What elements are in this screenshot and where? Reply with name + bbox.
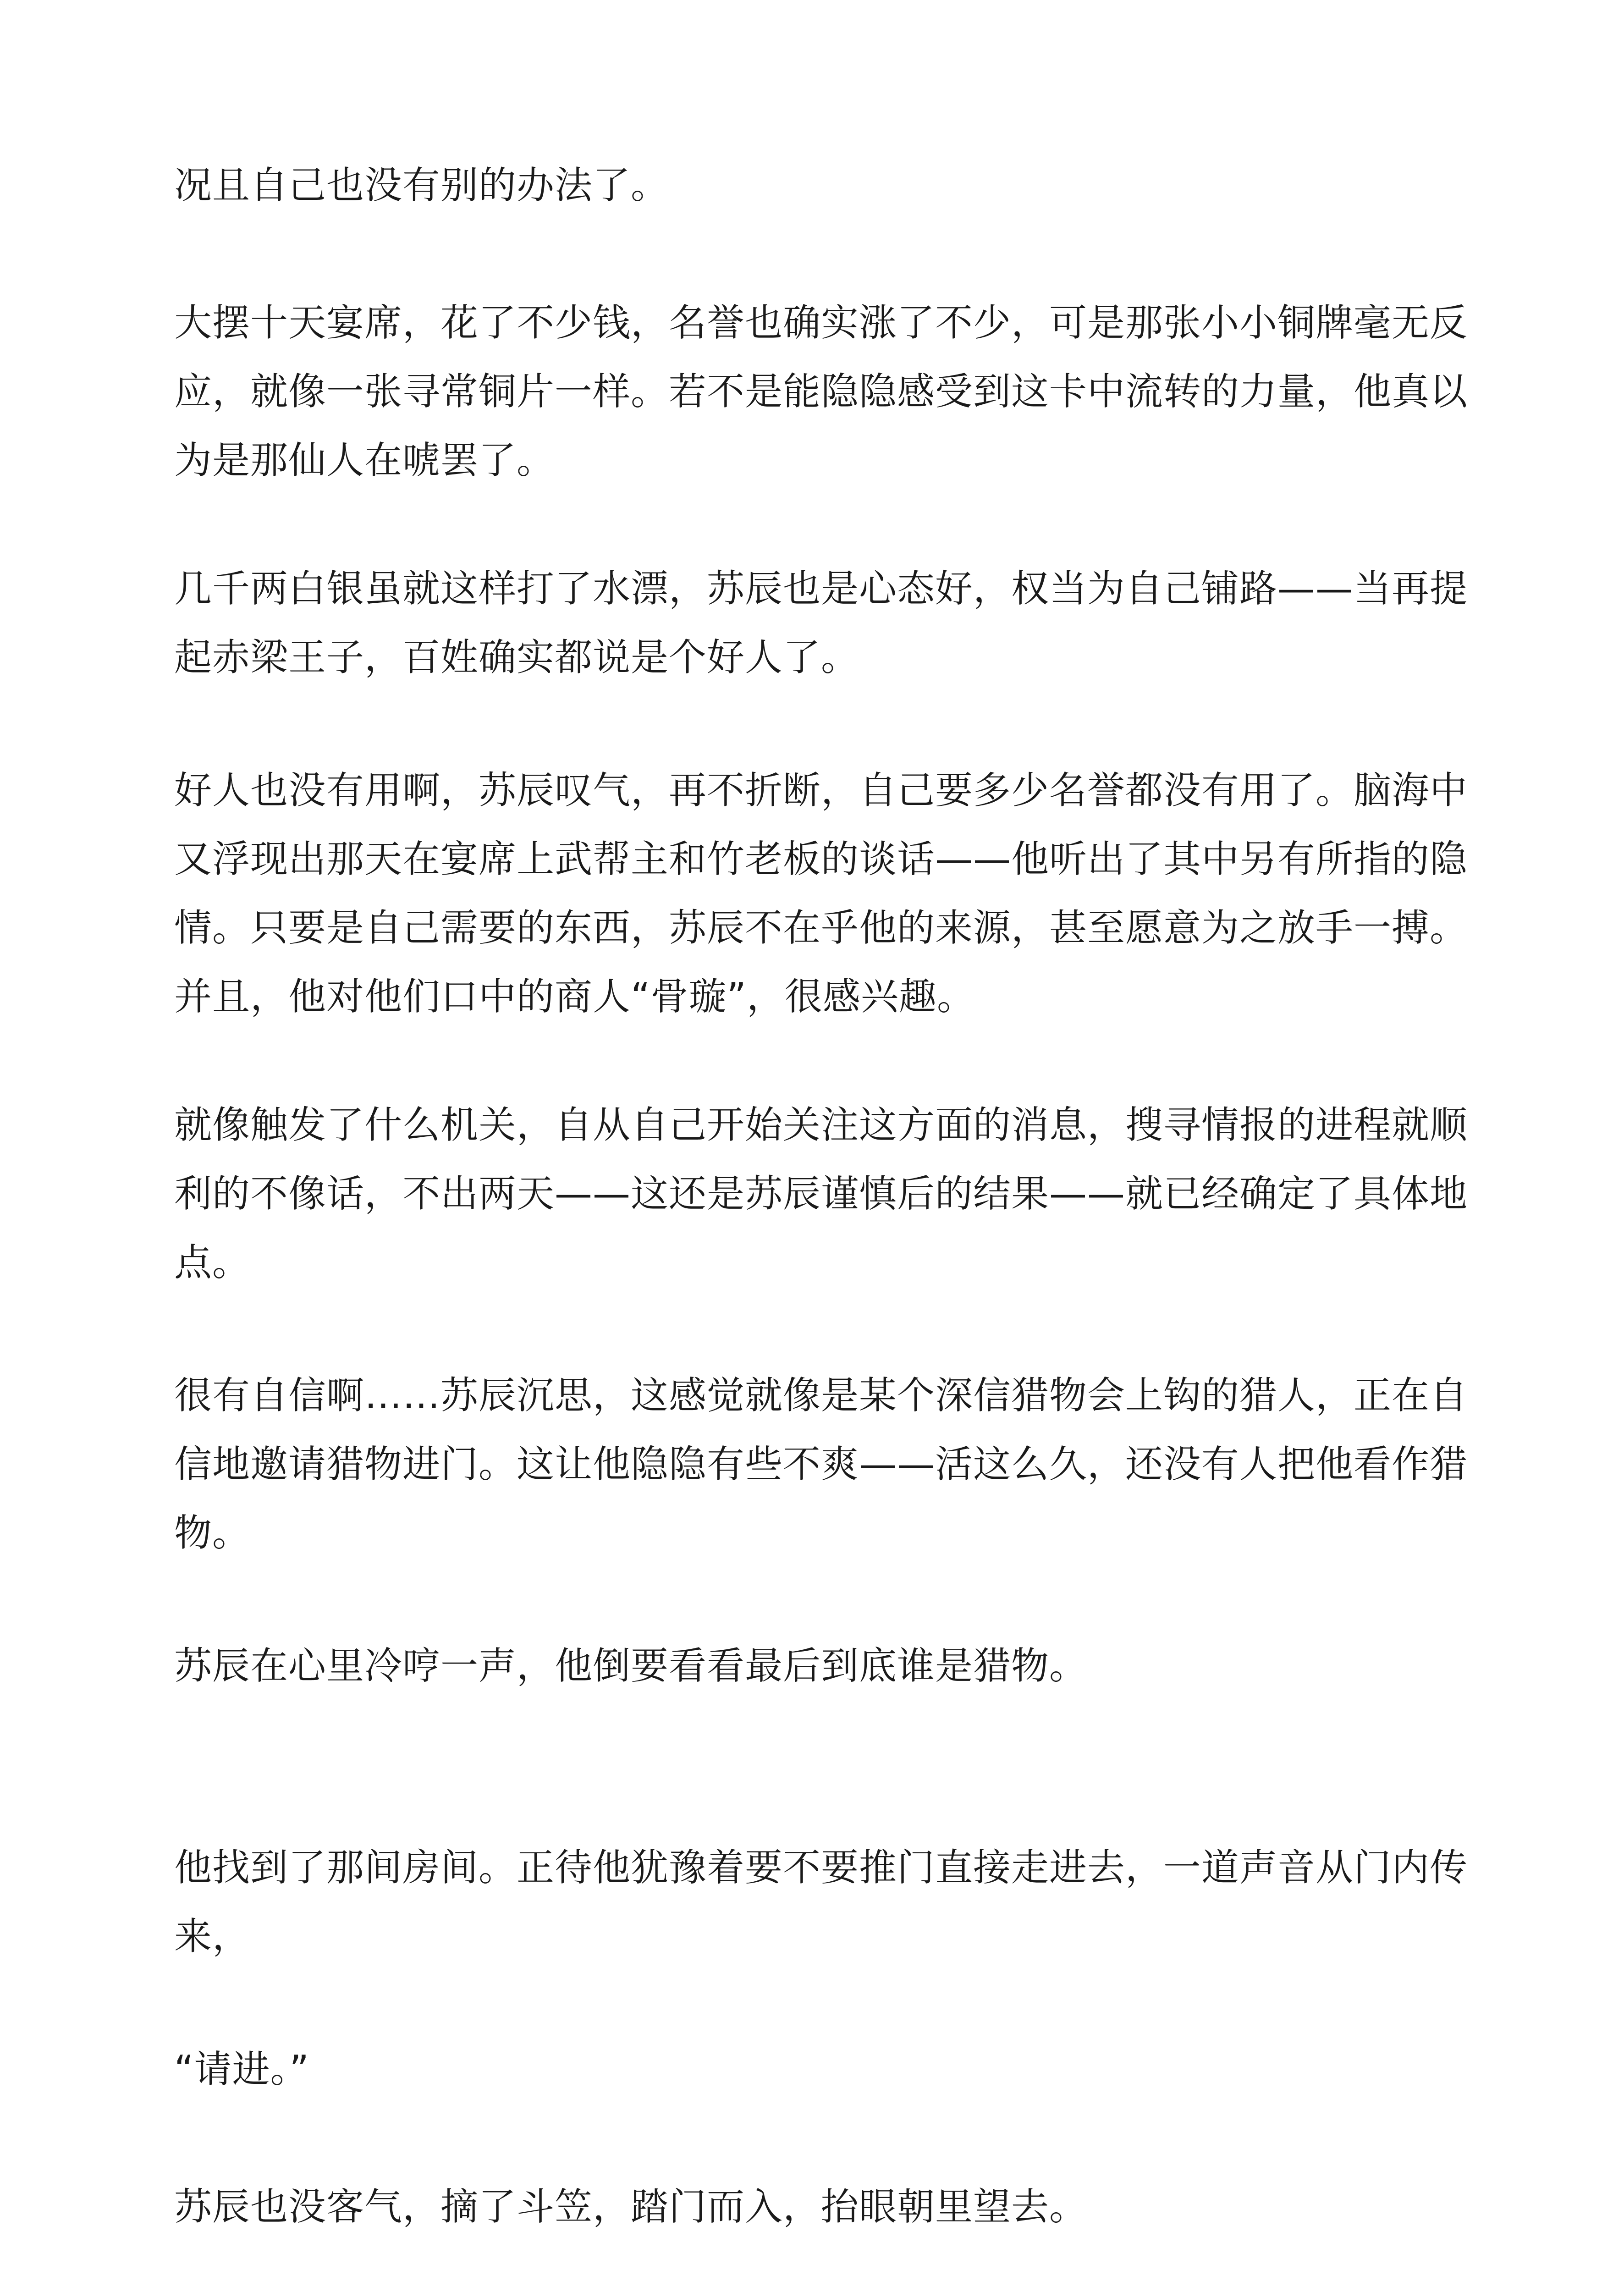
paragraph-3: 几千两白银虽就这样打了水漂，苏辰也是心态好，权当为自己铺路——当再提起赤梁王子，百姓确实都说是个好人了。 bbox=[174, 567, 1468, 679]
paragraph-7: 苏辰在心里冷哼一声，他倒要看看最后到底谁是猎物。 bbox=[174, 1644, 1088, 1688]
paragraph-8: 他找到了那间房间。正待他犹豫着要不要推门直接走进去，一道声音从门内传来， bbox=[174, 1846, 1468, 1958]
paragraph-10: 苏辰也没客气，摘了斗笠，踏门而入，抬眼朝里望去。 bbox=[174, 2185, 1088, 2229]
paragraph-2: 大摆十天宴席，花了不少钱，名誉也确实涨了不少，可是那张小小铜牌毫无反应，就像一张寻常铜片一样。若不是能隐隐感受到这卡中流转的力量，他真以为是那仙人在唬罢了。 bbox=[174, 301, 1468, 482]
paragraph-4: 好人也没有用啊，苏辰叹气，再不折断，自己要多少名誉都没有用了。脑海中又浮现出那天在宴席上武帮主和竹老板的谈话——他听出了其中另有所指的隐情。只要是自己需要的东西，苏辰不在乎他的来源，甚至愿意为之放手一搏。并且，他对他们口中的商人“骨璇”，很感兴趣。 bbox=[174, 769, 1468, 1019]
paragraph-6: 很有自信啊……苏辰沉思，这感觉就像是某个深信猎物会上钩的猎人，正在自信地邀请猎物进门。这让他隐隐有些不爽——活这么久，还没有人把他看作猎物。 bbox=[174, 1374, 1468, 1555]
paragraph-5: 就像触发了什么机关，自从自己开始关注这方面的消息，搜寻情报的进程就顺利的不像话，不出两天——这还是苏辰谨慎后的结果——就已经确定了具体地点。 bbox=[174, 1103, 1468, 1284]
paragraph-9: “请进。” bbox=[174, 2048, 309, 2091]
paragraph-1: 况且自己也没有别的办法了。 bbox=[174, 164, 669, 207]
